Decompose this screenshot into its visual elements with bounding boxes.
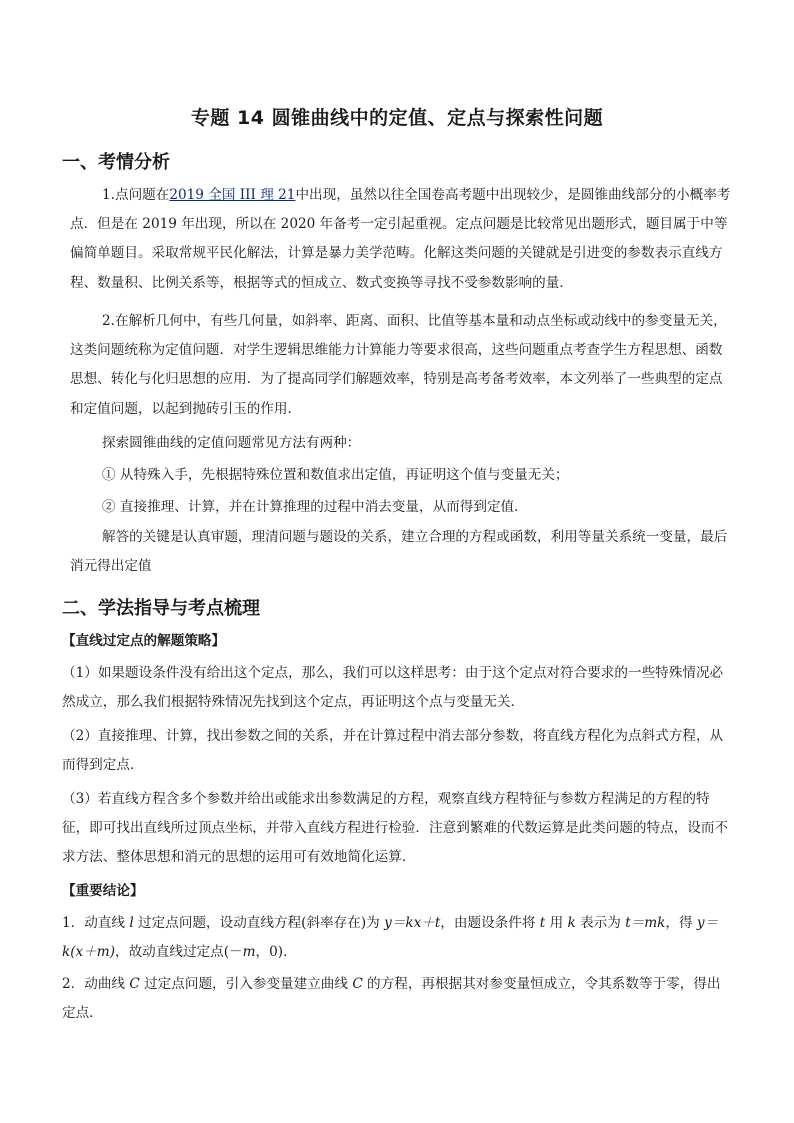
paragraph-1 (70, 181, 734, 298)
subheading-strategy: 【直线过定点的解题策略】 (62, 633, 226, 649)
strategy-1: （1）如果题设条件没有给出这个定点，那么，我们可以这样思考：由于这个定点对符合要求的一些特殊情况必然成立，那么我们根据特殊情况先找到这个定点，再证明这个点与变量无关． (62, 665, 724, 711)
paragraph-1-lead: 1.点问题在 (102, 187, 170, 203)
paragraph-1-body: 中出现，虽然以往全国卷高考题中出现较少，是圆锥曲线部分的小概率考点．但是在 2019 年出现，所以在 2020 年备考一定引起重视。定点问题是比较常见出题形式，题目属于中等偏简单题目。采取常规平民化解法，计算是暴力美学范畴。化解这类问题的关键就是引进变的参数表示直线方程、数量积、比例关系等，根据等式的恒成立、数式变换等寻找不受参数影响的量． (70, 187, 731, 291)
page-title: 专题 14 圆锥曲线中的定值、定点与探索性问题 (190, 107, 604, 129)
section-heading-analysis: 一、考情分析 (62, 152, 170, 173)
paragraph-2: 2.在解析几何中，有些几何量，如斜率、距离、面积、比值等基本量和动点坐标或动线中的参变量无关，这类问题统称为定值问题．对学生逻辑思维能力计算能力等要求很高，这些问题重点考查学生方程思想、函数思想、转化与化归思想的应用．为了提高同学们解题效率，特别是高考备考效率，本文列举了一些典型的定点和定值问题，以起到抛砖引玉的作用． (70, 313, 727, 417)
section-heading-method: 二、学法指导与考点梳理 (62, 598, 260, 619)
method-1: ① 从特殊入手，先根据特殊位置和数值求出定值，再证明这个值与变量无关； (102, 467, 569, 483)
exam-reference-link[interactable]: 2019 全国 III 理 21 (169, 187, 296, 203)
conclusion-1: 1．动直线 l 过定点问题，设动直线方程(斜率存在)为 y＝kx＋t，由题设条件将 t 用 k 表示为 t＝mk，得 y＝k(x＋m)，故动直线过定点(－m，0)． (62, 915, 719, 961)
paragraph-3: 探索圆锥曲线的定值问题常见方法有两种： (102, 435, 361, 451)
method-2: ② 直接推理、计算，并在计算推理的过程中消去变量，从而得到定值． (102, 499, 528, 515)
strategy-2: （2）直接推理、计算，找出参数之间的关系，并在计算过程中消去部分参数，将直线方程化为点斜式方程，从而得到定点． (62, 728, 724, 774)
paragraph-4: 解答的关键是认真审题，理清问题与题设的关系，建立合理的方程或函数，利用等量关系统一变量，最后消元得出定值 (70, 529, 728, 575)
conclusion-2: 2．动曲线 C 过定点问题，引入参变量建立曲线 C 的方程，再根据其对参变量恒成立，令其系数等于零，得出定点． (62, 976, 721, 1022)
strategy-3: （3）若直线方程含多个参数并给出或能求出参数满足的方程，观察直线方程特征与参数方程满足的方程的特征，即可找出直线所过顶点坐标，并带入直线方程进行检验．注意到繁难的代数运算是此类问题的特点，设而不求方法、整体思想和消元的思想的运用可有效地简化运算． (62, 791, 729, 866)
subheading-conclusions: 【重要结论】 (62, 883, 144, 899)
